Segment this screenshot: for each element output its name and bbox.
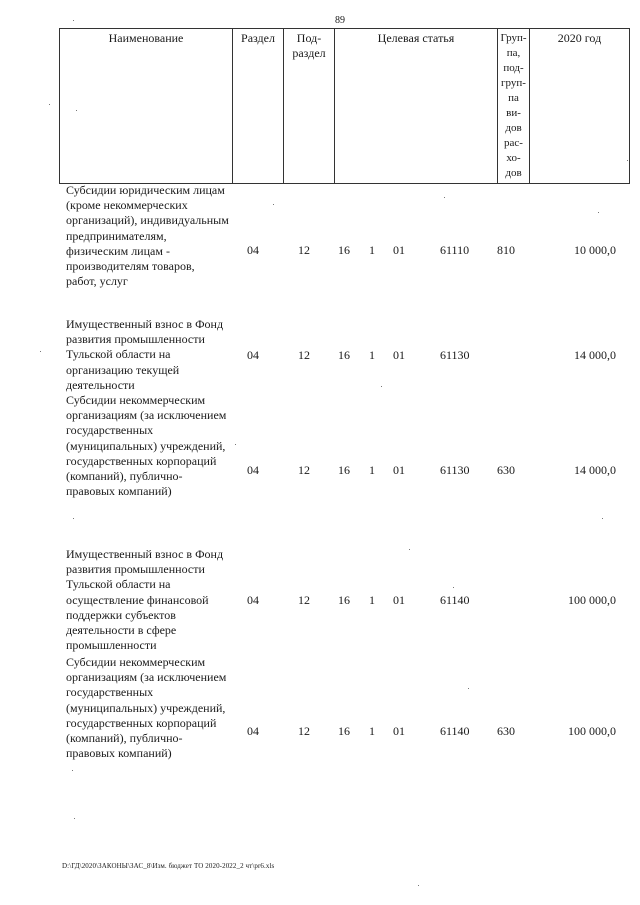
scan-speck: [598, 212, 599, 213]
row-target-type: 1: [369, 463, 375, 477]
row-target-subprogram: 01: [393, 243, 405, 257]
row-target-type: 1: [369, 348, 375, 362]
scan-speck: [273, 204, 274, 205]
row-amount: 10 000,0: [574, 243, 616, 257]
scan-speck: [76, 110, 77, 111]
row-target-direction: 61130: [440, 463, 470, 477]
row-name: Субсидии некоммерческим организациям (за исключением государственных (муниципальных) учреждений, государственных корпораций (компаний), публично- правовых компаний): [66, 393, 227, 499]
row-name: Имущественный взнос в Фонд развития промышленности Тульской области на организацию текущей деятельности: [66, 317, 224, 392]
row-target-type: 1: [369, 724, 375, 738]
row-amount: 100 000,0: [568, 724, 616, 738]
scan-speck: [468, 688, 469, 689]
header-expense-group: Груп- па, под- груп- па ви- дов рас- хо- дов: [498, 29, 530, 184]
scan-speck: [40, 351, 41, 352]
row-razdel: 04: [247, 463, 259, 477]
row-podrazdel: 12: [298, 348, 310, 362]
row-target-direction: 61140: [440, 724, 470, 738]
row-razdel: 04: [247, 593, 259, 607]
table-header: [59, 28, 630, 184]
scan-speck: [409, 549, 410, 550]
row-podrazdel: 12: [298, 593, 310, 607]
header-razdel: Раздел: [233, 29, 284, 184]
scan-speck: [453, 587, 454, 588]
header-name: Наименование: [60, 29, 233, 184]
scan-speck: [602, 518, 603, 519]
row-target-direction: 61110: [440, 243, 470, 257]
row-expense-group: 630: [497, 724, 515, 738]
row-target-program: 16: [338, 593, 350, 607]
scan-speck: [73, 518, 74, 519]
scan-speck: [235, 444, 236, 445]
scan-speck: [381, 386, 382, 387]
row-target-program: 16: [338, 463, 350, 477]
row-target-program: 16: [338, 243, 350, 257]
header-year: 2020 год: [530, 29, 630, 184]
row-razdel: 04: [247, 348, 259, 362]
row-target-direction: 61130: [440, 348, 470, 362]
row-target-subprogram: 01: [393, 348, 405, 362]
scan-speck: [72, 770, 73, 771]
row-target-subprogram: 01: [393, 724, 405, 738]
page-number: 89: [335, 15, 345, 26]
row-name: Субсидии некоммерческим организациям (за исключением государственных (муниципальных) учреждений, государственных корпораций (компаний), публично- правовых компаний): [66, 655, 227, 761]
header-podrazdel: Под- раздел: [284, 29, 335, 184]
row-razdel: 04: [247, 724, 259, 738]
scan-speck: [444, 197, 445, 198]
row-name: Имущественный взнос в Фонд развития промышленности Тульской области на осуществление финансовой поддержки субъектов деятельности в сфере промышленности: [66, 547, 224, 653]
row-name: Субсидии юридическим лицам (кроме некоммерческих организаций), индивидуальным предпринимателям, физическим лицам - производителям товаров, работ, услуг: [66, 183, 229, 289]
row-target-subprogram: 01: [393, 463, 405, 477]
row-target-type: 1: [369, 243, 375, 257]
row-amount: 14 000,0: [574, 348, 616, 362]
row-target-direction: 61140: [440, 593, 470, 607]
header-target-article: Целевая статья: [335, 29, 498, 184]
row-amount: 100 000,0: [568, 593, 616, 607]
row-podrazdel: 12: [298, 463, 310, 477]
row-target-program: 16: [338, 724, 350, 738]
file-path-footer: D:\ГД\2020\ЗАКОНЫ\ЗАС_8\Изм. бюджет ТО 2020-2022_2 чт\pr6.xls: [62, 862, 275, 870]
row-expense-group: 630: [497, 463, 515, 477]
row-target-type: 1: [369, 593, 375, 607]
scan-speck: [73, 20, 74, 21]
row-razdel: 04: [247, 243, 259, 257]
row-podrazdel: 12: [298, 243, 310, 257]
row-target-program: 16: [338, 348, 350, 362]
row-target-subprogram: 01: [393, 593, 405, 607]
scan-speck: [418, 885, 419, 886]
row-expense-group: 810: [497, 243, 515, 257]
scan-speck: [74, 818, 75, 819]
scan-speck: [627, 160, 628, 161]
scan-speck: [49, 104, 50, 105]
row-amount: 14 000,0: [574, 463, 616, 477]
row-podrazdel: 12: [298, 724, 310, 738]
